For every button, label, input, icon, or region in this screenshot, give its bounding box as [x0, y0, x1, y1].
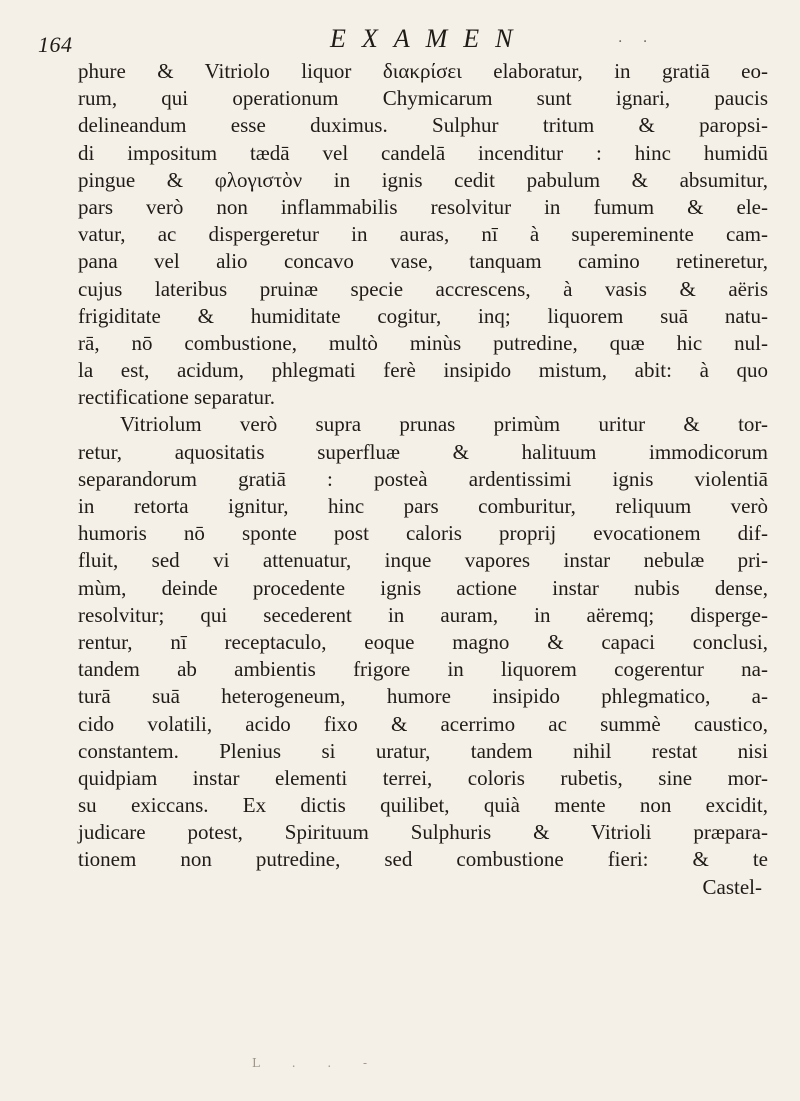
- text-line: judicare potest, Spirituum Sulphuris & Vitrioli præpara-: [78, 820, 768, 845]
- text-line: pars verò non inflammabilis resolvitur in fumum & ele-: [78, 194, 768, 219]
- text-line: cujus lateribus pruinæ specie accrescens, à vasis & aëris: [78, 276, 768, 301]
- text-line: fluit, sed vi attenuatur, inque vapores instar nebulæ pri-: [78, 548, 768, 573]
- footer-mark: L . . -: [252, 1056, 382, 1070]
- text-line: in retorta ignitur, hinc pars comburitur, reliquum verò: [78, 494, 768, 518]
- text-line: la est, acidum, phlegmati ferè insipido mistum, abit: à quo: [78, 358, 768, 383]
- text-line: tionem non putredine, sed combustione fieri: & te: [78, 847, 768, 872]
- body-text: [78, 58, 768, 901]
- text-line: Vitriolum verò supra prunas primùm uritur & tor-: [120, 412, 768, 437]
- text-line: mùm, deinde procedente ignis actione instar nubis dense,: [78, 575, 768, 600]
- page-number: 164: [38, 32, 73, 57]
- text-line: constantem. Plenius si uratur, tandem nihil restat nisi: [78, 738, 768, 763]
- text-line: rum, qui operationum Chymicarum sunt ignari, paucis: [78, 86, 768, 111]
- running-head: EXAMEN: [330, 24, 529, 53]
- text-line: retur, aquositatis superfluæ & halituum immodicorum: [78, 439, 768, 464]
- text-line: delineandum esse duximus. Sulphur tritum & paropsi-: [78, 113, 768, 138]
- text-line: quidpiam instar elementi terrei, coloris rubetis, sine mor-: [78, 765, 768, 790]
- text-line: cido volatili, acido fixo & acerrimo ac summè caustico,: [78, 711, 768, 736]
- text-line: su exiccans. Ex dictis quilibet, quià mente non excidit,: [78, 793, 768, 818]
- text-line: tandem ab ambientis frigore in liquorem cogerentur na-: [78, 657, 768, 682]
- text-line: rentur, nī receptaculo, eoque magno & capaci conclusi,: [78, 629, 768, 654]
- text-line: frigiditate & humiditate cogitur, inq; liquorem suā natu-: [78, 303, 768, 328]
- page-header: [38, 20, 758, 60]
- text-line: separandorum gratiā : posteà ardentissimi ignis violentiā: [78, 466, 768, 491]
- text-line: vatur, ac dispergeretur in auras, nī à supereminente cam-: [78, 222, 768, 247]
- text-line: pingue & φλογιστὸν in ignis cedit pabulum & absumitur,: [78, 167, 768, 192]
- text-line: resolvitur; qui secederent in auram, in aëremq; disperge-: [78, 602, 768, 627]
- header-mark: · ·: [618, 34, 656, 50]
- text-line: rectificatione separatur.: [78, 385, 276, 410]
- catchword: Castel-: [702, 874, 762, 899]
- text-line: rā, nō combustione, multò minùs putredine, quæ hic nul-: [78, 330, 768, 355]
- text-line: turā suā heterogeneum, humore insipido phlegmatico, a-: [78, 684, 768, 709]
- text-line: pana vel alio concavo vase, tanquam camino retineretur,: [78, 249, 768, 274]
- text-line: di impositum tædā vel candelā incenditur : hinc humidū: [78, 140, 768, 165]
- text-line: humoris nō sponte post caloris proprij evocationem dif-: [78, 521, 768, 546]
- text-line: phure & Vitriolo liquor διακρίσει elaboratur, in gratiā eo-: [78, 59, 768, 83]
